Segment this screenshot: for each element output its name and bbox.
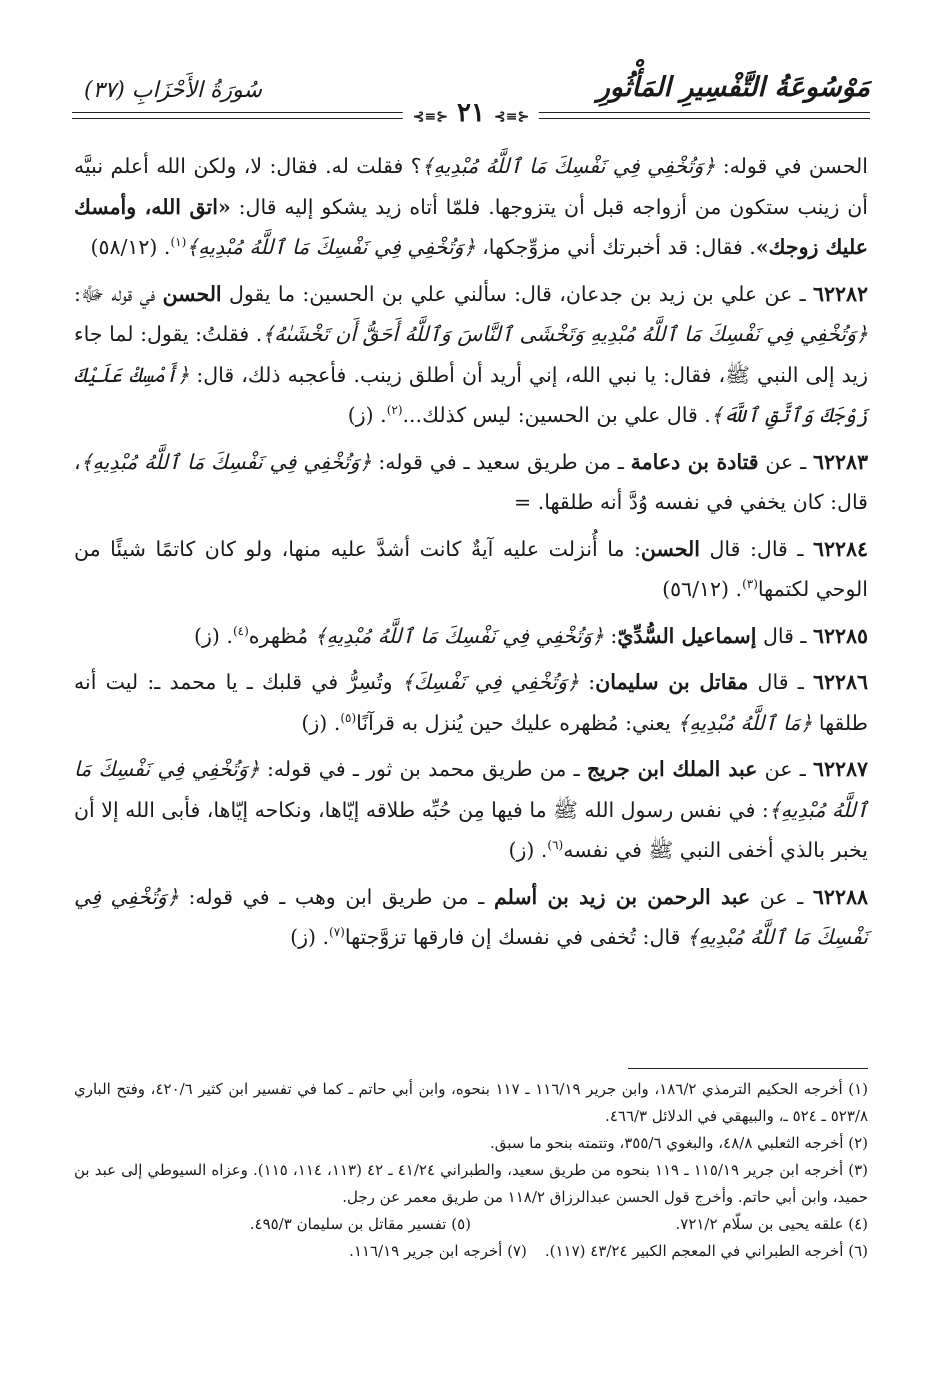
footnote-3: (٣) أخرجه ابن جرير ١١٥/١٩ ـ ١١٩ بنحوه من طريق سعيد، والطبراني ٤١/٢٤ ـ ٤٢ (١١٣، ١١٤، ١١٥). وعزاه السيوطي إلى عبد بن حميد، وابن أبي حاتم. وأخرج قول الحسن عبدالرزاق ١١٨/٢ من طريق معمر عن رجل. (74, 1161, 869, 1206)
text-run: . (ز) (508, 838, 548, 862)
text-run: ـ قال: قال (700, 536, 813, 561)
quran-quote: ﴿وَتُخْفِي فِي نَفْسِكَ مَا ٱللَّهُ مُبْدِيهِ﴾ (314, 623, 604, 648)
text-run: : (579, 670, 596, 694)
paragraph (74, 274, 868, 436)
footnote-row-4-5 (74, 1211, 868, 1238)
text-run: ـ عن (750, 884, 813, 909)
text-run: . فقال: قد أخبرتك أني مزوِّجكها، (475, 235, 756, 259)
report-number: ٦٢٢٨٥ (812, 623, 868, 648)
footnote-ref: (٧) (329, 925, 345, 940)
text-run: . فقلتُ: يقول: لما جاء زيد إلى النبي ﷺ، فقال: يا نبي الله، إني أريد أن أطلق زينب. فأعجبه ذلك، قال: (74, 322, 868, 387)
paragraph (74, 662, 868, 743)
ornament-left: ⊰≡⊱ (412, 109, 448, 125)
text-run: في قوله ﷻ: (74, 281, 163, 306)
footnote-2: (٢) أخرجه الثعلبي ٤٨/٨، والبغوي ٣٥٥/٦، وتتمته بنحو ما سبق. (490, 1134, 868, 1152)
footnote-ref: (٦) (547, 838, 564, 853)
report-number: ٦٢٢٨٧ (812, 757, 869, 781)
narrator-name: عبد الرحمن بن زيد بن أسلم (493, 884, 751, 909)
footnote-ref: (٢) (386, 403, 403, 418)
ornament-right: ⊰≡⊱ (494, 109, 530, 125)
text-run: ـ عن علي بن زيد بن جدعان، قال: سألني علي بن الحسين: ما يقول (221, 281, 813, 306)
text-run: مُظهره (248, 623, 315, 648)
quran-quote: ﴿وَتُخْفِي فِي نَفْسِكَ مَا ٱللَّهُ مُبْدِيهِ﴾ (421, 154, 716, 178)
page-number-block (403, 98, 539, 128)
text-run: ـ من طريق ابن وهب ـ في قوله: (178, 884, 494, 909)
narrator-name: قتادة بن دعامة (630, 449, 759, 474)
paragraph (74, 616, 868, 657)
quran-quote: ﴿أَمْسِكْ عَلَيْكَ زَوْجَكَ وَٱتَّقِ ٱللَّهَ﴾ (74, 362, 868, 427)
quran-quote: ﴿وَتُخْفِي فِي نَفْسِكَ مَا ٱللَّهُ مُبْدِيهِ وَتَخْشَى ٱلنَّاسَ وَٱللَّهُ أَحَقُّ أَن تَخْشَىٰهُ﴾ (262, 322, 869, 346)
text-run: : في نفس رسول الله ﷺ ما فيها مِن حُبِّه طلاقه إيّاها، ونكاحه إيّاها، فأبى الله إلا أن يخبر بالذي أخفى النبي ﷺ في نفسه (74, 797, 868, 862)
paragraph (74, 877, 868, 958)
footnote-6: (٦) أخرجه الطبراني في المعجم الكبير ٤٣/٢٤ (١١٧). (544, 1242, 868, 1260)
quran-quote: ﴿وَتُخْفِي فِي نَفْسِكَ مَا ٱللَّهُ مُبْدِيهِ﴾ (80, 449, 372, 474)
quran-quote: ﴿مَا ٱللَّهُ مُبْدِيهِ﴾ (677, 710, 813, 735)
page-header (72, 64, 870, 134)
footnote-ref: (٣) (742, 577, 758, 592)
narrator-name: الحسن (162, 281, 222, 306)
report-number: ٦٢٢٨٨ (812, 884, 868, 909)
footnote-ref: (١) (170, 235, 187, 250)
report-number: ٦٢٢٨٤ (812, 536, 869, 561)
text-run: قال: تُخفى في نفسك إن فارقها تزوَّجتها (344, 925, 687, 949)
text-run: . (ز) (290, 925, 330, 949)
footnote-row-6-7 (74, 1238, 868, 1265)
footnote-ref: (٥) (340, 710, 357, 725)
narrator-name: إسماعيل السُّدِّيّ (617, 623, 757, 648)
text-run: ـ من طريق محمد بن ثور ـ في قوله: (259, 757, 587, 781)
report-number: ٦٢٢٨٣ (812, 449, 868, 474)
narrator-name: عبد الملك ابن جريج (586, 757, 758, 781)
footnote-4: (٤) علقه يحيى بن سلّام ٧٢١/٢. (675, 1215, 868, 1233)
main-text (74, 146, 868, 958)
narrator-name: الحسن (640, 536, 700, 561)
text-run: . (٥٨/١٢) (90, 235, 171, 259)
text-run: ـ عن (757, 757, 813, 781)
book-title: مَوْسُوعَةُ التَّفْسِيرِ المَأْثُورِ (596, 72, 870, 103)
quran-quote: ﴿وَتُخْفِي فِي نَفْسِكَ﴾ (401, 670, 580, 694)
text-run: ـ قال (748, 670, 813, 694)
quran-quote: ﴿وَتُخْفِي فِي نَفْسِكَ مَا ٱللَّهُ مُبْدِيهِ﴾ (74, 884, 868, 949)
narrator-name: مقاتل بن سليمان (595, 670, 749, 694)
page-number: ٢١ (457, 98, 485, 128)
text-run: . (ز) (301, 710, 341, 735)
text-run: . (ز) (194, 623, 233, 648)
narrator-name: «اتق الله، وأمسك عليك زوجك» (74, 194, 868, 259)
text-run: وتُسِرُّ في قلبك ـ يا محمد ـ: ليت أنه طلقها (74, 670, 868, 735)
text-run: . (٥٦/١٢) (662, 577, 743, 601)
text-run: ؟ فقلت له. فقال: لا، ولكن الله أعلم نبيَّه أن زينب ستكون من أزواجه قبل أن يتزوجها. فلمّا أتاه زيد يشكو إليه قال: (74, 154, 868, 219)
footnote-5: (٥) تفسير مقاتل بن سليمان ٤٩٥/٣. (249, 1215, 471, 1233)
report-number: ٦٢٢٨٢ (812, 281, 868, 306)
text-run: ـ عن (758, 449, 813, 474)
quran-quote: ﴿وَتُخْفِي فِي نَفْسِكَ مَا ٱللَّهُ مُبْدِيهِ﴾ (186, 235, 476, 259)
report-number: ٦٢٢٨٦ (812, 670, 868, 694)
text-run: : ما أُنزلت عليه آيةٌ كانت أشدَّ عليه منها، ولو كان كاتمًا شيئًا من الوحي لكتمها (74, 536, 868, 601)
footnotes (74, 1076, 868, 1265)
text-run: يعني: مُظهره عليك حين يُنزل به قرآنًا (356, 710, 678, 735)
text-run: ـ قال (756, 623, 813, 648)
paragraph (74, 146, 868, 268)
text-run: . (ز) (347, 403, 387, 427)
text-run: : (603, 623, 618, 648)
footnote-separator (628, 1068, 868, 1069)
paragraph (74, 442, 868, 523)
footnote-ref: (٤) (232, 623, 249, 638)
text-run: الحسن في قوله: (715, 154, 868, 178)
text-run: ـ من طريق سعيد ـ في قوله: (371, 449, 631, 474)
footnote-1: (١) أخرجه الحكيم الترمذي ١٨٦/٢، وابن جرير ١١٦/١٩ ـ ١١٧ بنحوه، وابن أبي حاتم ـ كما في تفسير ابن كثير ٤٢٠/٦، وفتح الباري ٥٢٣/٨ ـ ٥٢٤ ـ، والبيهقي في الدلائل ٤٦٦/٣. (74, 1080, 869, 1125)
paragraph (74, 529, 868, 610)
text-run: . قال علي بن الحسين: ليس كذلك... (402, 403, 711, 427)
quran-quote: ﴿وَتُخْفِي فِي نَفْسِكَ مَا ٱللَّهُ مُبْدِيهِ﴾ (74, 757, 868, 822)
surah-name: سُورَةُ الأَحْزَابِ (٣٧) (84, 78, 262, 103)
text-run: ، قال: كان يخفي في نفسه وُدَّ أنه طلقها. = (74, 449, 868, 514)
footnote-7: (٧) أخرجه ابن جرير ١١٦/١٩. (349, 1242, 527, 1260)
paragraph (74, 749, 868, 871)
